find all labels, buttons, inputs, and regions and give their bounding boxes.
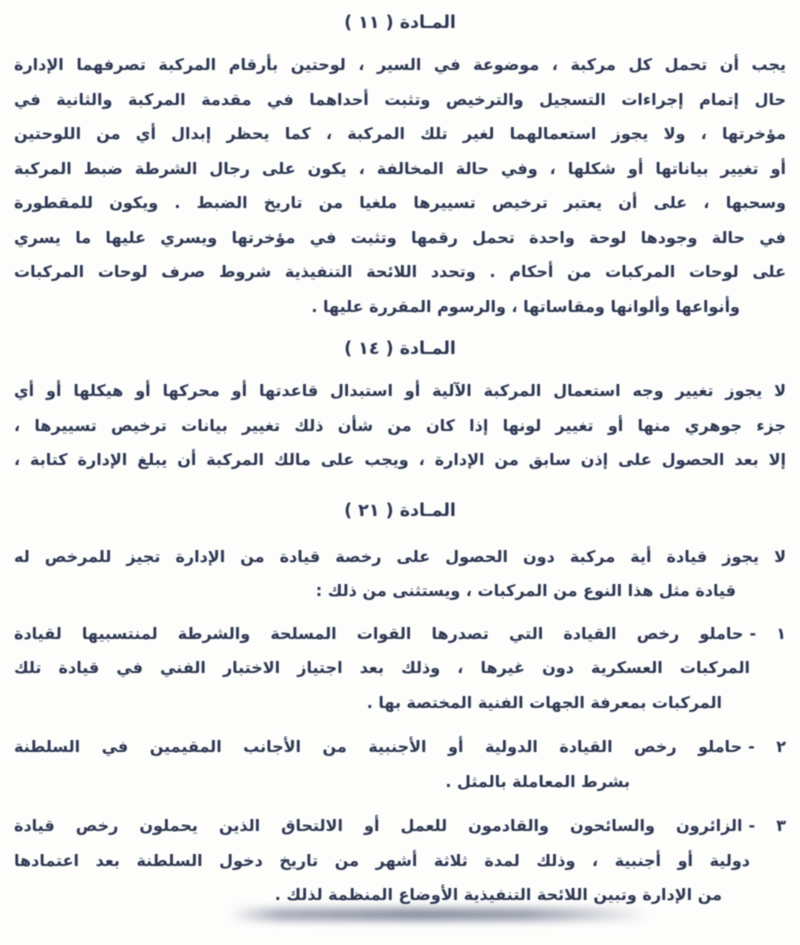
text-line: من الإدارة وتبين اللائحة التنفيذية الأوضاع المنظمة لذلك . bbox=[274, 885, 722, 904]
article-21-exceptions-list bbox=[14, 617, 786, 913]
cut-off-text-artifact bbox=[230, 908, 650, 921]
text-line: يجب أن تحمل كل مركبة ، موضوعة في السير ، لوحتين بأرقام المركبة تصرفهما الإدارة bbox=[14, 55, 786, 74]
article-11-heading: المـادة ( ١١ ) bbox=[344, 13, 456, 33]
list-item-marker: ١ - bbox=[749, 623, 786, 643]
article-21-body bbox=[14, 540, 786, 609]
text-line: المركبات العسكرية دون غيرها ، وذلك بعد اجتياز الاختبار الفني في قيادة تلك bbox=[14, 658, 750, 677]
text-line: لا يجوز تغيير وجه استعمال المركبة الآلية أو استبدال قاعدتها أو محركها أو هيكلها أو أي bbox=[14, 381, 786, 400]
text-line: المركبات بمعرفة الجهات الفنية المختصة بها . bbox=[366, 692, 722, 712]
text-line: جزء جوهري منها أو تغيير لونها إذا كان من شأن ذلك تغيير بيانات ترخيص تسييرها ، bbox=[14, 415, 786, 435]
text-line: وأنواعها وألوانها ومقاساتها ، والرسوم المقررة عليها . bbox=[311, 296, 740, 316]
list-item-marker: ٢ - bbox=[748, 737, 786, 756]
text-line bbox=[14, 617, 786, 652]
text-line bbox=[14, 730, 786, 765]
list-item bbox=[14, 730, 786, 799]
list-item bbox=[14, 809, 786, 913]
text-line: لا يجوز قيادة أية مركبة دون الحصول على رخصة قيادة من الإدارة تجيز للمرخص له bbox=[14, 546, 786, 566]
text-line: أو تغيير بياناتها أو شكلها ، وفي حالة المخالفة ، يكون على رجال الشرطة ضبط المركبة bbox=[14, 158, 786, 178]
text-line: مؤخرتها ، ولا يجوز استعمالهما لغير تلك المركبة ، كما يحظر إبدال أي من اللوحتين bbox=[14, 124, 786, 143]
article-14-body bbox=[14, 374, 786, 478]
list-item-text: الزائرون والسائحون والقادمون للعمل أو الالتحاق الذين يحملون رخص قيادة bbox=[14, 816, 743, 835]
article-11-body bbox=[14, 48, 786, 324]
list-item-text: حاملو رخص القيادة التي تصدرها القوات المسلحة والشرطة لمنتسبيها لقيادة bbox=[14, 623, 744, 643]
article-21-heading: المـادة ( ٢١ ) bbox=[344, 500, 456, 521]
text-line: على لوحات المركبات من أحكام . وتحدد اللائحة التنفيذية شروط صرف لوحات المركبات bbox=[14, 262, 786, 281]
text-line: حال إتمام إجراءات التسجيل والترخيص وتثبت أحداهما في مقدمة المركبة والثانية في bbox=[14, 89, 786, 109]
article-14-heading: المـادة ( ١٤ ) bbox=[344, 339, 456, 359]
text-line: وسحبها ، على أن يعتبر ترخيص تسييرها ملغيا من تاريخ الضبط . ويكون للمقطورة bbox=[14, 193, 786, 212]
list-item bbox=[14, 617, 786, 721]
list-item-text: حاملو رخص القيادة الدولية أو الأجنبية من الأجانب المقيمين في السلطنة bbox=[14, 737, 743, 756]
text-line: دولية أو أجنبية ، وذلك لمدة ثلاثة أشهر من تاريخ دخول السلطنة بعد اعتمادها bbox=[14, 850, 750, 870]
text-line: إلا بعد الحصول على إذن سابق من الإدارة ، ويجب على مالك المركبة أن يبلغ الإدارة كتابة ، bbox=[14, 450, 786, 469]
text-line: قيادة مثل هذا النوع من المركبات ، ويستثنى من ذلك : bbox=[315, 581, 736, 600]
list-item-marker: ٣ - bbox=[748, 816, 786, 835]
text-line bbox=[14, 809, 786, 844]
text-line: في حالة وجودها لوحة واحدة تحمل رقمها وتثبت في مؤخرتها ويسري عليها ما يسري bbox=[14, 227, 786, 247]
text-line: بشرط المعاملة بالمثل . bbox=[445, 771, 630, 791]
